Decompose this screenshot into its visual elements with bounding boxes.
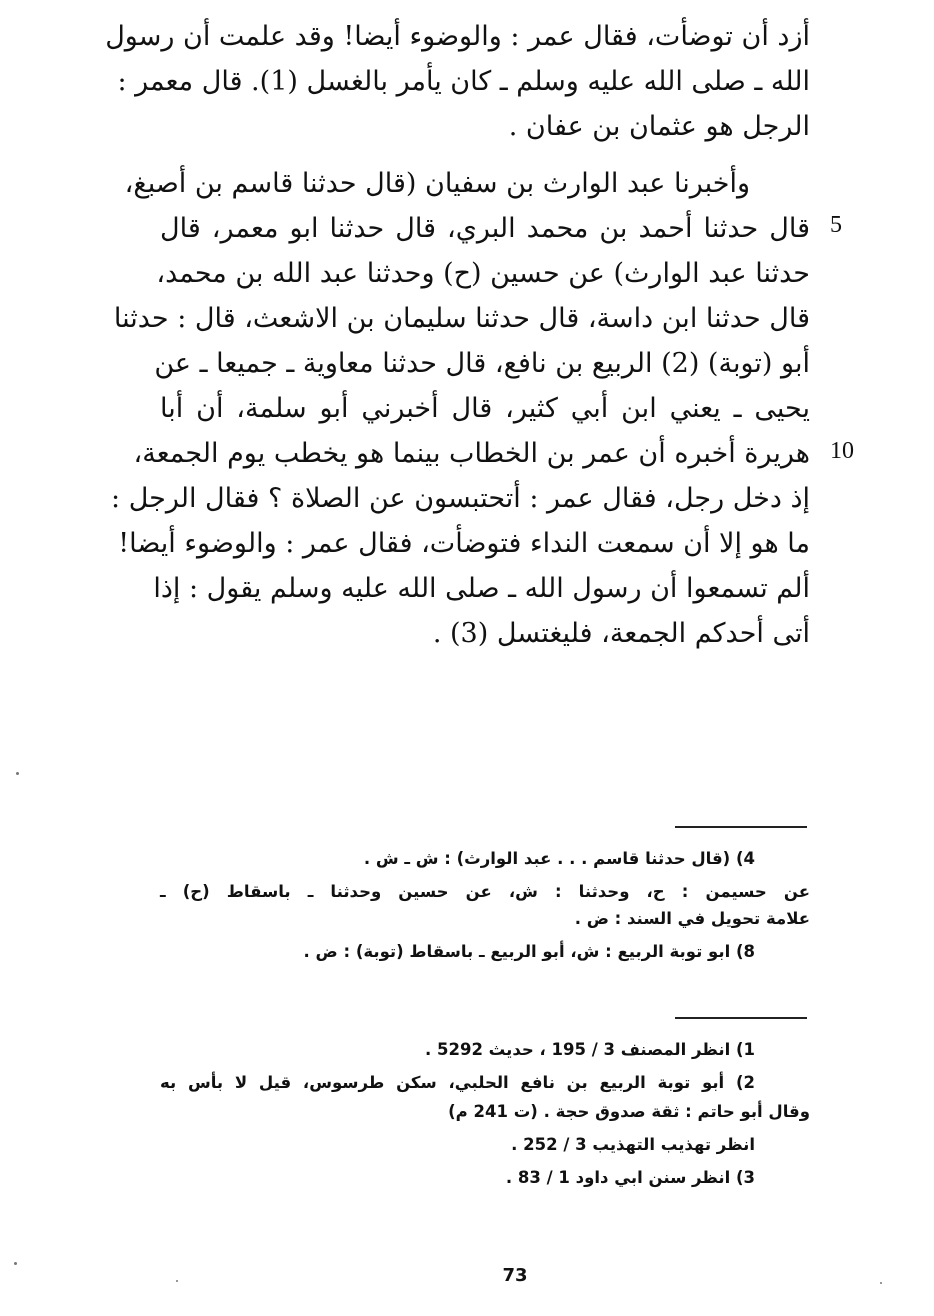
footnote-separator [675, 1017, 807, 1019]
scan-speck [880, 1282, 882, 1284]
footnote-line: 8) ابو توبة الربيع : ش، أبو الربيع ـ باسقاط (توبة) : ض . [303, 942, 755, 961]
text-line: أبو (توبة) (2) الربيع بن نافع، قال حدثنا معاوية ـ جميعا ـ عن [154, 348, 810, 379]
textual-notes [160, 842, 810, 968]
footnote-line: 4) (قال حدثنا قاسم . . . عبد الوارث) : ش ـ ش . [363, 849, 755, 868]
footnote-line: 3) انظر سنن ابي داود 1 / 83 . [505, 1168, 755, 1187]
footnote-line: عن حسيمن : ح، وحدثنا : ش، عن حسين وحدثنا ـ باسقاط (ح) ـ [160, 882, 810, 901]
scan-speck [14, 1262, 17, 1265]
footnote-line: 1) انظر المصنف 3 / 195 ، حديث 5292 . [424, 1040, 755, 1059]
footnote-line: 2) أبو توبة الربيع بن نافع الحلبي، سكن طرسوس، قيل لا بأس به [160, 1073, 755, 1092]
text-line: أتى أحدكم الجمعة، فليغتسل (3) . [432, 618, 810, 649]
footnote-line: وقال أبو حاتم : ثقة صدوق حجة . (ت 241 م) [448, 1102, 810, 1121]
line-number: 5 [830, 212, 842, 238]
scan-speck [16, 772, 19, 775]
scan-speck [176, 1280, 178, 1282]
text-line: قال حدثنا ابن داسة، قال حدثنا سليمان بن الاشعث، قال : حدثنا [113, 303, 810, 334]
text-line: أزد أن توضأت، فقال عمر : والوضوء أيضا! وقد علمت أن رسول [105, 21, 810, 52]
page-number: 73 [502, 1265, 528, 1286]
footnote-separator [675, 826, 807, 828]
main-text [105, 14, 811, 656]
text-line: ألم تسمعوا أن رسول الله ـ صلى الله عليه وسلم يقول : إذا [153, 573, 810, 604]
text-line: قال حدثنا أحمد بن محمد البري، قال حدثنا ابو معمر، قال [160, 213, 810, 244]
reference-notes [160, 1033, 810, 1194]
footnote-line: علامة تحويل في السند : ض . [574, 909, 810, 928]
text-line: وأخبرنا عبد الوارث بن سفيان (قال حدثنا قاسم بن أصبغ، [124, 168, 750, 199]
text-line: ما هو إلا أن سمعت النداء فتوضأت، فقال عمر : والوضوء أيضا! [118, 528, 810, 559]
text-line: يحيى ـ يعني ابن أبي كثير، قال أخبرني أبو سلمة، أن أبا [160, 393, 811, 424]
text-line: الرجل هو عثمان بن عفان . [508, 111, 810, 142]
text-line: حدثنا عبد الوارث) عن حسين (ح) وحدثنا عبد الله بن محمد، [156, 258, 810, 289]
text-line: الله ـ صلى الله عليه وسلم ـ كان يأمر بالغسل (1). قال معمر : [117, 66, 810, 97]
text-line: إذ دخل رجل، فقال عمر : أتحتبسون عن الصلاة ؟ فقال الرجل : [111, 483, 810, 514]
footnote-line: انظر تهذيب التهذيب 3 / 252 . [511, 1135, 755, 1154]
text-line: هريرة أخبره أن عمر بن الخطاب بينما هو يخطب يوم الجمعة، [133, 438, 810, 469]
line-number: 10 [830, 438, 854, 464]
